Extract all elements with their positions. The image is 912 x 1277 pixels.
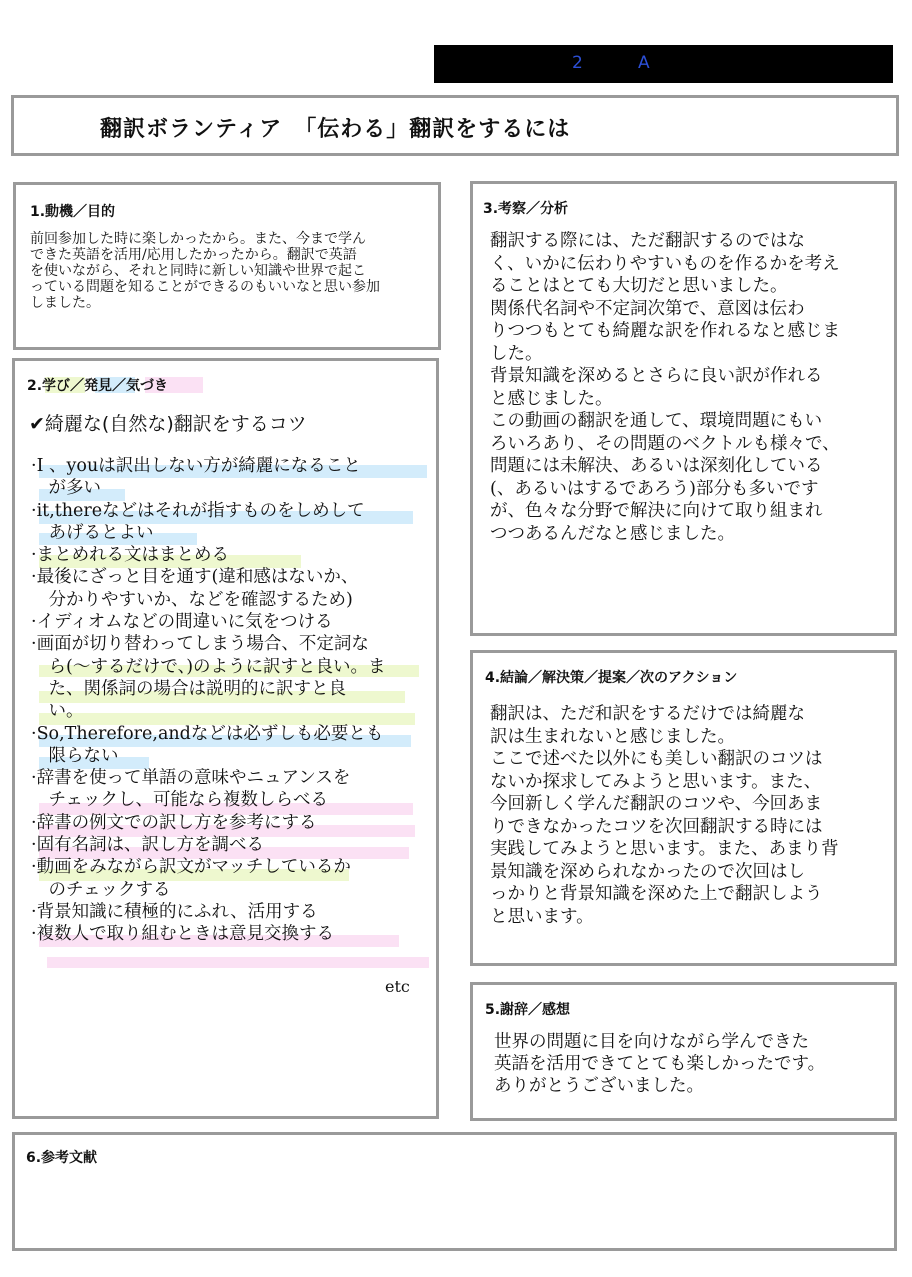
- list-item: ·辞書を使って単語の意味やニュアンスを: [31, 768, 351, 789]
- text-line: この動画の翻訳を通して、環境問題にもい: [490, 411, 823, 431]
- section-1-heading: 1.動機／目的: [30, 204, 116, 220]
- list-item: ·固有名詞は、訳し方を調べる: [31, 835, 265, 856]
- text-line: っている問題を知ることができるのもいいなと思い参加: [30, 279, 380, 295]
- text-line: 翻訳する際には、ただ翻訳するのではな: [490, 231, 805, 251]
- list-item: い。: [31, 701, 84, 722]
- list-item: あげるとよい: [31, 522, 154, 543]
- section-3-body: [490, 230, 895, 545]
- text-line: 景知識を深められなかったので次回はし: [490, 861, 805, 882]
- text-line: りつつもとても綺麗な訳を作れるなと感じま: [490, 321, 840, 341]
- list-item: ·辞書の例文での訳し方を参考にする: [31, 812, 317, 833]
- header-code-2: A: [638, 53, 650, 73]
- header-code-1: 2: [572, 53, 583, 73]
- text-line: 背景知識を深めるとさらに良い訳が作れる: [490, 366, 823, 386]
- text-line: しました。: [30, 295, 100, 311]
- list-item: ·まとめれる文はまとめる: [31, 545, 230, 566]
- text-line: ありがとうございました。: [494, 1076, 704, 1096]
- section-1-box: [13, 182, 441, 350]
- list-item: ·背景知識に積極的にふれ、活用する: [31, 901, 318, 922]
- section-6-box: [12, 1132, 897, 1251]
- text-line: つつあるんだなと感じました。: [490, 523, 735, 544]
- section-2-box: [12, 358, 439, 1119]
- text-line: ろいろあり、その問題のベクトルも様々で、: [490, 433, 840, 454]
- text-line: した。: [490, 343, 543, 364]
- list-item: ·it,thereなどはそれが指すものをしめして: [31, 500, 365, 521]
- text-line: ることはとても大切だと思いました。: [490, 276, 788, 296]
- section-2-tips-list: [31, 455, 436, 946]
- text-line: と思います。: [490, 906, 594, 927]
- text-line: 世界の問題に目を向けながら学んできた: [494, 1032, 809, 1052]
- text-line: 翻訳は、ただ和訳をするだけでは綺麗な: [490, 704, 805, 724]
- list-item: 分かりやすいか、などを確認するため): [31, 589, 353, 610]
- list-item: た、関係詞の場合は説明的に訳すと良: [31, 678, 346, 699]
- text-line: く、いかに伝わりやすいものを作るかを考え: [490, 253, 840, 274]
- section-5-body: [494, 1031, 894, 1097]
- list-item: ら(〜するだけで、)のように訳すと良い。ま: [31, 656, 386, 677]
- text-line: 関係代名詞や不定詞次第で、意図は伝わ: [490, 298, 805, 319]
- text-line: ないか探求してみようと思います。また、: [490, 771, 822, 792]
- etc-label: etc: [385, 977, 410, 996]
- list-item: チェックし、可能なら複数しらべる: [31, 790, 328, 811]
- section-4-heading: 4.結論／解決策／提案／次のアクション: [485, 670, 738, 686]
- header-bar: [434, 45, 893, 83]
- list-item: ·複数人で取り組むときは意見交換する: [31, 924, 335, 945]
- list-item: ·So,Therefore,andなどは必ずしも必要とも: [31, 723, 384, 744]
- text-line: りできなかったコツを次回翻訳する時には: [490, 816, 823, 837]
- text-line: 今回新しく学んだ翻訳のコツや、今回あま: [490, 794, 823, 814]
- text-line: を使いながら、それと同時に新しい知識や世界で起こ: [30, 263, 366, 279]
- text-line: と感じました。: [490, 388, 613, 409]
- section-4-body: [490, 703, 895, 928]
- section-4-box: [470, 650, 897, 966]
- list-item: ·I 、youは訳出しない方が綺麗になること: [31, 456, 361, 476]
- section-6-heading: 6.参考文献: [26, 1150, 98, 1166]
- text-line: ここで述べた以外にも美しい翻訳のコツは: [490, 749, 823, 769]
- section-2-heading: 2.学び／発見／気づき: [27, 378, 169, 394]
- list-item: 限らない: [31, 745, 119, 766]
- text-line: 前回参加した時に楽しかったから。また、今まで学ん: [30, 231, 366, 247]
- text-line: 実践してみようと思います。また、あまり背: [490, 839, 839, 859]
- text-line: 訳は生まれないと感じました。: [490, 726, 735, 747]
- section-1-body: [30, 231, 440, 311]
- section-3-heading: 3.考察／分析: [483, 201, 569, 217]
- list-item: ·イディオムなどの間違いに気をつける: [31, 612, 333, 633]
- text-line: が、色々な分野で解決に向けて取り組まれ: [490, 501, 823, 521]
- list-item: ·動画をみながら訳文がマッチしているか: [31, 857, 351, 878]
- text-line: (、あるいはするであろう)部分も多いです: [490, 478, 819, 499]
- text-line: 英語を活用できてとても楽しかったです。: [494, 1054, 826, 1074]
- section-2-subheading: ✔綺麗な(自然な)翻訳をするコツ: [29, 413, 307, 435]
- section-3-box: [470, 181, 897, 636]
- list-item: ·画面が切り替わってしまう場合、不定詞な: [31, 634, 369, 655]
- list-item: ·最後にざっと目を通す(違和感はないか、: [31, 567, 359, 588]
- list-item: が多い: [31, 478, 101, 499]
- list-item: のチェックする: [31, 879, 171, 900]
- page-title: 翻訳ボランティア 「伝わる」翻訳をするには: [100, 117, 571, 142]
- text-line: 問題には未解決、あるいは深刻化している: [490, 456, 823, 476]
- section-5-heading: 5.謝辞／感想: [485, 1002, 571, 1018]
- text-line: っかりと背景知識を深めた上で翻訳しよう: [490, 884, 823, 904]
- text-line: できた英語を活用/応用したかったから。翻訳で英語: [30, 247, 357, 263]
- section-5-box: [470, 982, 897, 1121]
